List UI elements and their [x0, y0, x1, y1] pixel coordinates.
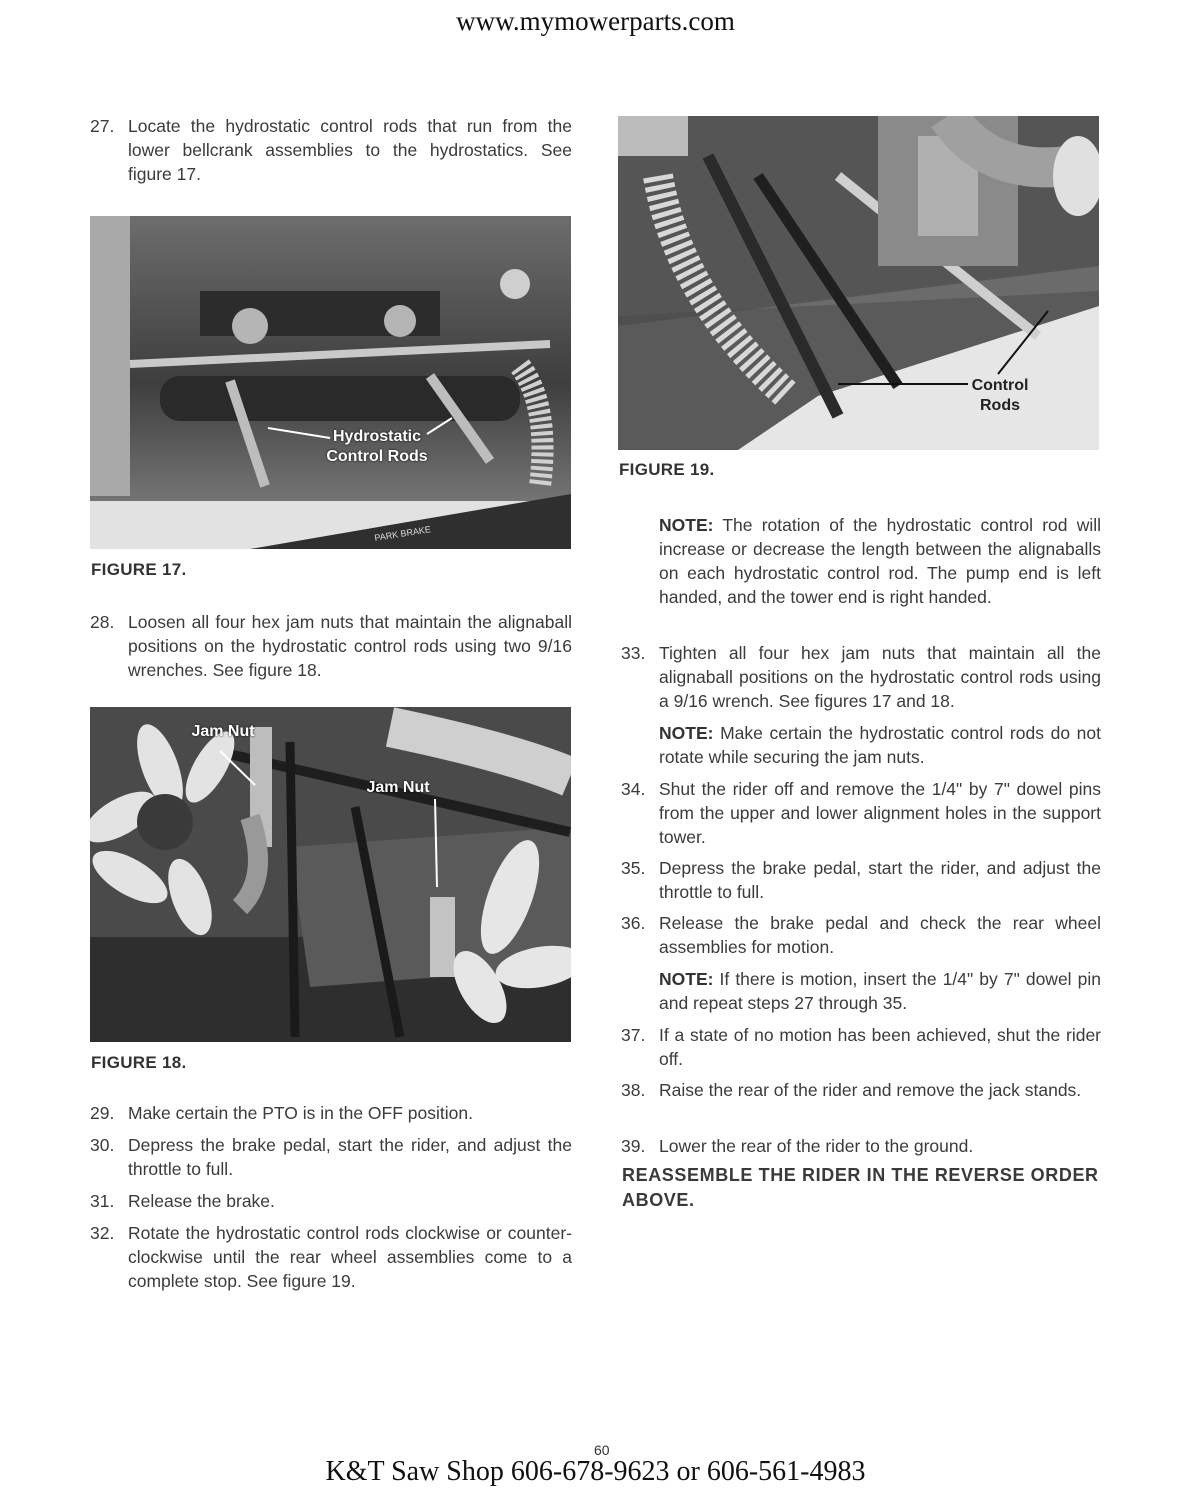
step-number: 29. [90, 1103, 115, 1123]
step-text: Depress the brake pedal, start the rider, and adjust the throttle to full. [128, 1135, 572, 1179]
note-text: Make certain the hydrostatic control rods do not rotate while securing the jam nuts. [659, 723, 1101, 767]
figure-17-callout [318, 427, 436, 467]
step-number: 36. [621, 913, 646, 933]
step-number: 33. [621, 643, 646, 663]
figure-19-caption: FIGURE 19. [619, 460, 715, 479]
step-text: Locate the hydrostatic control rods that run from the lower bellcrank assemblies to the hydrostatics. See figure 17. [128, 116, 572, 184]
step-text: Raise the rear of the rider and remove the jack stands. [659, 1080, 1082, 1100]
step-text: Loosen all four hex jam nuts that maintain the alignaball positions on the hydrostatic control rods using two 9/16 wrenches. See figure 18. [128, 612, 572, 680]
step-number: 39. [621, 1136, 646, 1156]
step-text: Lower the rear of the rider to the ground. [659, 1136, 974, 1156]
callout-line-2: Control Rods [326, 448, 428, 465]
reassemble-instruction: REASSEMBLE THE RIDER IN THE REVERSE ORDER ABOVE. [622, 1165, 1099, 1210]
step-29 [90, 1101, 572, 1125]
step-30 [90, 1133, 572, 1181]
step-number: 28. [90, 612, 115, 632]
footer-shop-contact: K&T Saw Shop 606-678-9623 or 606-561-4983 [325, 1456, 866, 1487]
step-32 [90, 1221, 572, 1293]
note-text: If there is motion, insert the 1/4" by 7" dowel pin and repeat steps 27 through 35. [659, 969, 1101, 1013]
figure-18-photo [90, 707, 571, 1042]
figure-17-caption: FIGURE 17. [91, 560, 187, 579]
step-text: Release the brake pedal and check the rear wheel assemblies for motion. [659, 913, 1101, 957]
step-number: 31. [90, 1191, 115, 1211]
callout-line-2: Rods [980, 397, 1020, 414]
step-37 [621, 1023, 1101, 1071]
step-number: 27. [90, 116, 115, 136]
step-number: 38. [621, 1080, 646, 1100]
figure-18-callout-right: Jam Nut [366, 779, 430, 796]
step-number: 32. [90, 1223, 115, 1243]
step-36 [621, 911, 1101, 959]
step-33 [621, 641, 1101, 713]
figure-19-callout [960, 376, 1040, 416]
step-39 [621, 1134, 1101, 1158]
step-35 [621, 856, 1101, 904]
note-label: NOTE: [659, 515, 714, 535]
step-text: Shut the rider off and remove the 1/4" by 7" dowel pins from the upper and lower alignment holes in the support tower. [659, 779, 1101, 847]
figure-17-photo [90, 216, 571, 549]
step-text: Make certain the PTO is in the OFF position. [128, 1103, 473, 1123]
step-text: If a state of no motion has been achieved, shut the rider off. [659, 1025, 1101, 1069]
note-jam-nuts [659, 721, 1101, 769]
figure-18-caption: FIGURE 18. [91, 1053, 187, 1072]
note-rotation [659, 513, 1101, 609]
step-number: 30. [90, 1135, 115, 1155]
step-27 [90, 114, 572, 186]
step-31 [90, 1189, 572, 1213]
step-number: 37. [621, 1025, 646, 1045]
park-brake-decal: PARK BRAKE [373, 524, 432, 543]
step-number: 35. [621, 858, 646, 878]
step-38 [621, 1078, 1101, 1102]
step-28 [90, 610, 572, 682]
step-34 [621, 777, 1101, 849]
step-number: 34. [621, 779, 646, 799]
note-motion [659, 967, 1101, 1015]
page-number: 60 [594, 1442, 610, 1458]
note-label: NOTE: [659, 723, 714, 743]
step-text: Depress the brake pedal, start the rider, and adjust the throttle to full. [659, 858, 1101, 902]
step-text: Release the brake. [128, 1191, 275, 1211]
note-label: NOTE: [659, 969, 714, 989]
step-text: Tighten all four hex jam nuts that maintain all the alignaball positions on the hydrostatic control rods using a 9/16 wrench. See figures 17 and 18. [659, 643, 1101, 711]
figure-18-callout-left: Jam Nut [191, 723, 255, 740]
callout-line-1: Hydrostatic [332, 428, 422, 445]
header-url: www.mymowerparts.com [456, 6, 735, 36]
note-text: The rotation of the hydrostatic control rod will increase or decrease the length between the alignaballs on each hydrostatic control rod. The pump end is left handed, and the tower end is right handed. [659, 515, 1102, 607]
step-text: Rotate the hydrostatic control rods clockwise or counter-clockwise until the rear wheel assemblies come to a complete stop. See figure 19. [128, 1223, 572, 1291]
callout-line-1: Control [971, 377, 1029, 394]
